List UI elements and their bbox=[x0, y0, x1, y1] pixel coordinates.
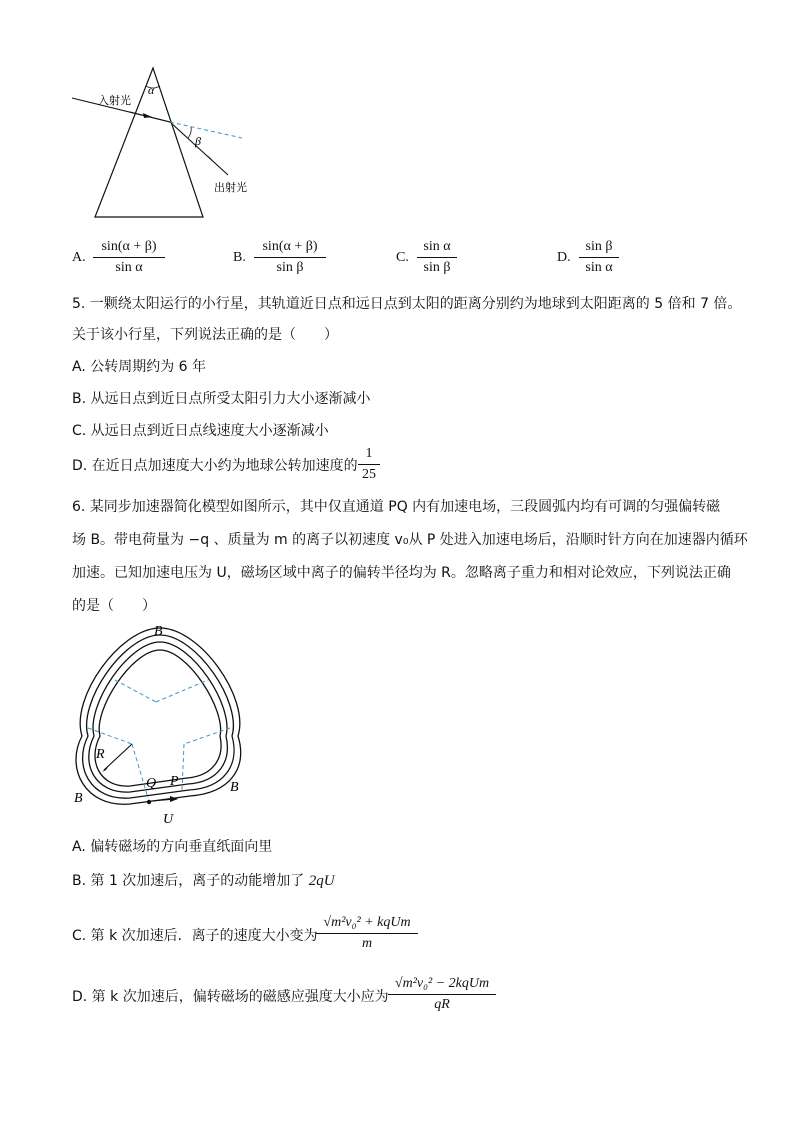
q4-option-a-den: sin α bbox=[115, 260, 143, 275]
q6-option-a: A. 偏转磁场的方向垂直纸面向里 bbox=[72, 839, 273, 855]
q6-option-b-text: B. 第 1 次加速后，离子的动能增加了 bbox=[72, 873, 305, 889]
q4-option-b-den: sin β bbox=[276, 260, 304, 275]
q6-stem-line1: 6. 某同步加速器简化模型如图所示，其中仅直通道 PQ 内有加速电场，三段圆弧内均有可调的匀强偏转磁 bbox=[72, 499, 721, 515]
q4-option-b-fraction bbox=[254, 238, 326, 277]
q6-option-d-num: √m²v₀² − 2kqUm bbox=[394, 976, 490, 991]
q6-option-b-math: 2qU bbox=[308, 873, 335, 889]
q5-option-b: B. 从远日点到近日点所受太阳引力大小逐渐减小 bbox=[72, 391, 371, 407]
q5-stem-line2: 关于该小行星，下列说法正确的是（ ） bbox=[72, 327, 338, 343]
q6-option-d: D. 第 k 次加速后，偏转磁场的磁感应强度大小应为 bbox=[72, 989, 389, 1005]
b-left-label: B bbox=[74, 791, 83, 806]
q4-option-d-letter: D. bbox=[557, 250, 571, 265]
q4-option-a-num: sin(α + β) bbox=[101, 239, 157, 254]
normal-dashed-line bbox=[170, 122, 242, 138]
particle-dot bbox=[147, 800, 151, 804]
q6-option-d-fraction bbox=[388, 975, 496, 1014]
q5-option-d-den: 25 bbox=[362, 467, 376, 482]
q6-option-c-num: √m²v₀² + kqUm bbox=[323, 915, 411, 930]
beta-arc bbox=[188, 127, 191, 138]
q-label: Q bbox=[146, 776, 157, 791]
radius-arrow-icon bbox=[102, 764, 110, 772]
alpha-label: α bbox=[148, 83, 155, 97]
q6-option-c-den: m bbox=[361, 936, 373, 951]
u-label: U bbox=[163, 812, 174, 827]
q4-option-c-den: sin β bbox=[423, 260, 451, 275]
field-boundaries bbox=[88, 680, 230, 798]
b-right-label: B bbox=[230, 780, 239, 795]
q5-stem-line1: 5. 一颗绕太阳运行的小行星，其轨道近日点和远日点到太阳的距离分别约为地球到太阳距离的 5 倍和 7 倍。 bbox=[72, 296, 742, 312]
q6-option-c: C. 第 k 次加速后．离子的速度大小变为 bbox=[72, 928, 318, 944]
q4-option-c-letter: C. bbox=[396, 250, 409, 265]
q5-option-d-fraction bbox=[358, 445, 380, 484]
beta-label: β bbox=[195, 134, 201, 148]
q4-option-a-letter: A. bbox=[72, 250, 86, 265]
q4-option-c-num: sin α bbox=[423, 239, 451, 254]
incident-label: 入射光 bbox=[98, 94, 131, 107]
q6-option-b bbox=[72, 871, 335, 891]
synchrotron-diagram bbox=[60, 618, 260, 833]
r-label: R bbox=[96, 747, 105, 762]
direction-arrow-icon bbox=[170, 796, 178, 802]
exit-ray bbox=[170, 122, 228, 175]
q6-option-d-den: qR bbox=[434, 997, 450, 1012]
q6-stem-line4: 的是（ ） bbox=[72, 598, 156, 614]
q4-option-d-num: sin β bbox=[585, 239, 613, 254]
q4-option-d-den: sin α bbox=[585, 260, 613, 275]
b-top-label: B bbox=[154, 624, 163, 639]
q6-option-c-fraction bbox=[316, 914, 418, 953]
q6-stem-line3: 加速。已知加速电压为 U，磁场区域中离子的偏转半径均为 R。忽略离子重力和相对论效应，下列说法正确 bbox=[72, 565, 731, 581]
q4-option-c-fraction bbox=[417, 238, 457, 277]
q4-option-a-fraction bbox=[93, 238, 165, 277]
inside-ray bbox=[130, 112, 170, 122]
q5-option-d: D. 在近日点加速度大小约为地球公转加速度的 bbox=[72, 458, 358, 474]
q4-option-d-fraction bbox=[579, 238, 619, 277]
prism-diagram bbox=[60, 60, 260, 225]
exit-label: 出射光 bbox=[214, 181, 247, 194]
p-label: P bbox=[170, 774, 179, 789]
q5-option-d-num: 1 bbox=[365, 446, 373, 461]
q4-option-b-num: sin(α + β) bbox=[262, 239, 318, 254]
q5-option-c: C. 从远日点到近日点线速度大小逐渐减小 bbox=[72, 423, 329, 439]
q4-option-b-letter: B. bbox=[233, 250, 246, 265]
q5-option-a: A. 公转周期约为 6 年 bbox=[72, 359, 207, 375]
q6-stem-line2: 场 B。带电荷量为 −q 、质量为 m 的离子以初速度 v₀从 P 处进入加速电场后，沿顺时针方向在加速器内循环 bbox=[72, 532, 748, 548]
